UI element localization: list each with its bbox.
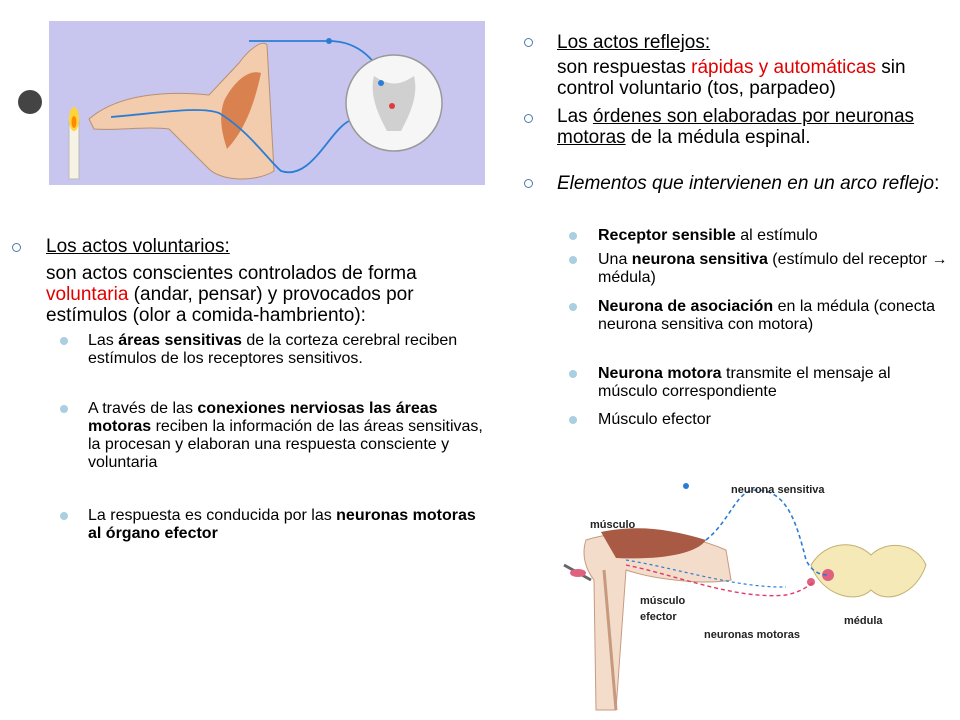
reflex-item: Una neurona sensitiva (estímulo del receptor → médula) [598, 251, 948, 286]
candle-reflex-illustration [49, 21, 485, 185]
bullet-ring [524, 38, 533, 47]
reflex-heading: Los actos reflejos: [557, 32, 711, 53]
bullet-dot [569, 303, 577, 311]
reflex-item: Neurona de asociación en la médula (conecta neurona sensitiva con motora) [598, 298, 936, 333]
voluntary-item: La respuesta es conducida por las neuronas motoras al órgano efector [88, 507, 476, 542]
bullet-dot [569, 416, 577, 424]
label-neuronas-motoras: neuronas motoras [704, 629, 800, 641]
label-medula: médula [844, 615, 883, 627]
bullet-dot [569, 232, 577, 240]
bullet-dot [569, 256, 577, 264]
decorative-bullet [18, 90, 42, 114]
bullet-ring [12, 243, 21, 252]
label-musculo: músculo [590, 519, 636, 531]
label-musculo-efector-1: músculo [640, 595, 686, 607]
voluntary-item: Las áreas sensitivas de la corteza cerebral reciben estímulos de los receptores sensitivos. [88, 332, 458, 367]
label-neurona-sensitiva: neurona sensitiva [731, 484, 825, 496]
reflex-description: son respuestas rápidas y automáticas sin control voluntario (tos, parpadeo) [557, 57, 906, 99]
reflex-arc-illustration [556, 470, 956, 715]
reflex-item: Músculo efector [598, 411, 711, 428]
bullet-dot [60, 512, 68, 520]
reflex-orders: Las órdenes son elaboradas por neuronas motoras de la médula espinal. [557, 106, 915, 148]
reflex-item: Neurona motora transmite el mensaje al músculo correspondiente [598, 365, 891, 400]
bullet-dot [60, 337, 68, 345]
voluntary-item: A través de las conexiones nerviosas las áreas motoras reciben la información de las áreas sensitivas, la procesan y elaboran una respuesta consciente y voluntaria [88, 400, 483, 471]
voluntary-description: son actos conscientes controlados de forma voluntaria (andar, pensar) y provocados por estímulos (olor a comida-hambriento): [46, 263, 417, 326]
bullet-dot [60, 405, 68, 413]
reflex-elements: Elementos que intervienen en un arco reflejo: [557, 173, 940, 194]
bullet-ring [524, 114, 533, 123]
bullet-ring [524, 179, 533, 188]
bullet-dot [569, 370, 577, 378]
voluntary-heading: Los actos voluntarios: [46, 236, 230, 257]
reflex-item: Receptor sensible al estímulo [598, 227, 818, 244]
label-musculo-efector-2: efector [640, 611, 677, 623]
